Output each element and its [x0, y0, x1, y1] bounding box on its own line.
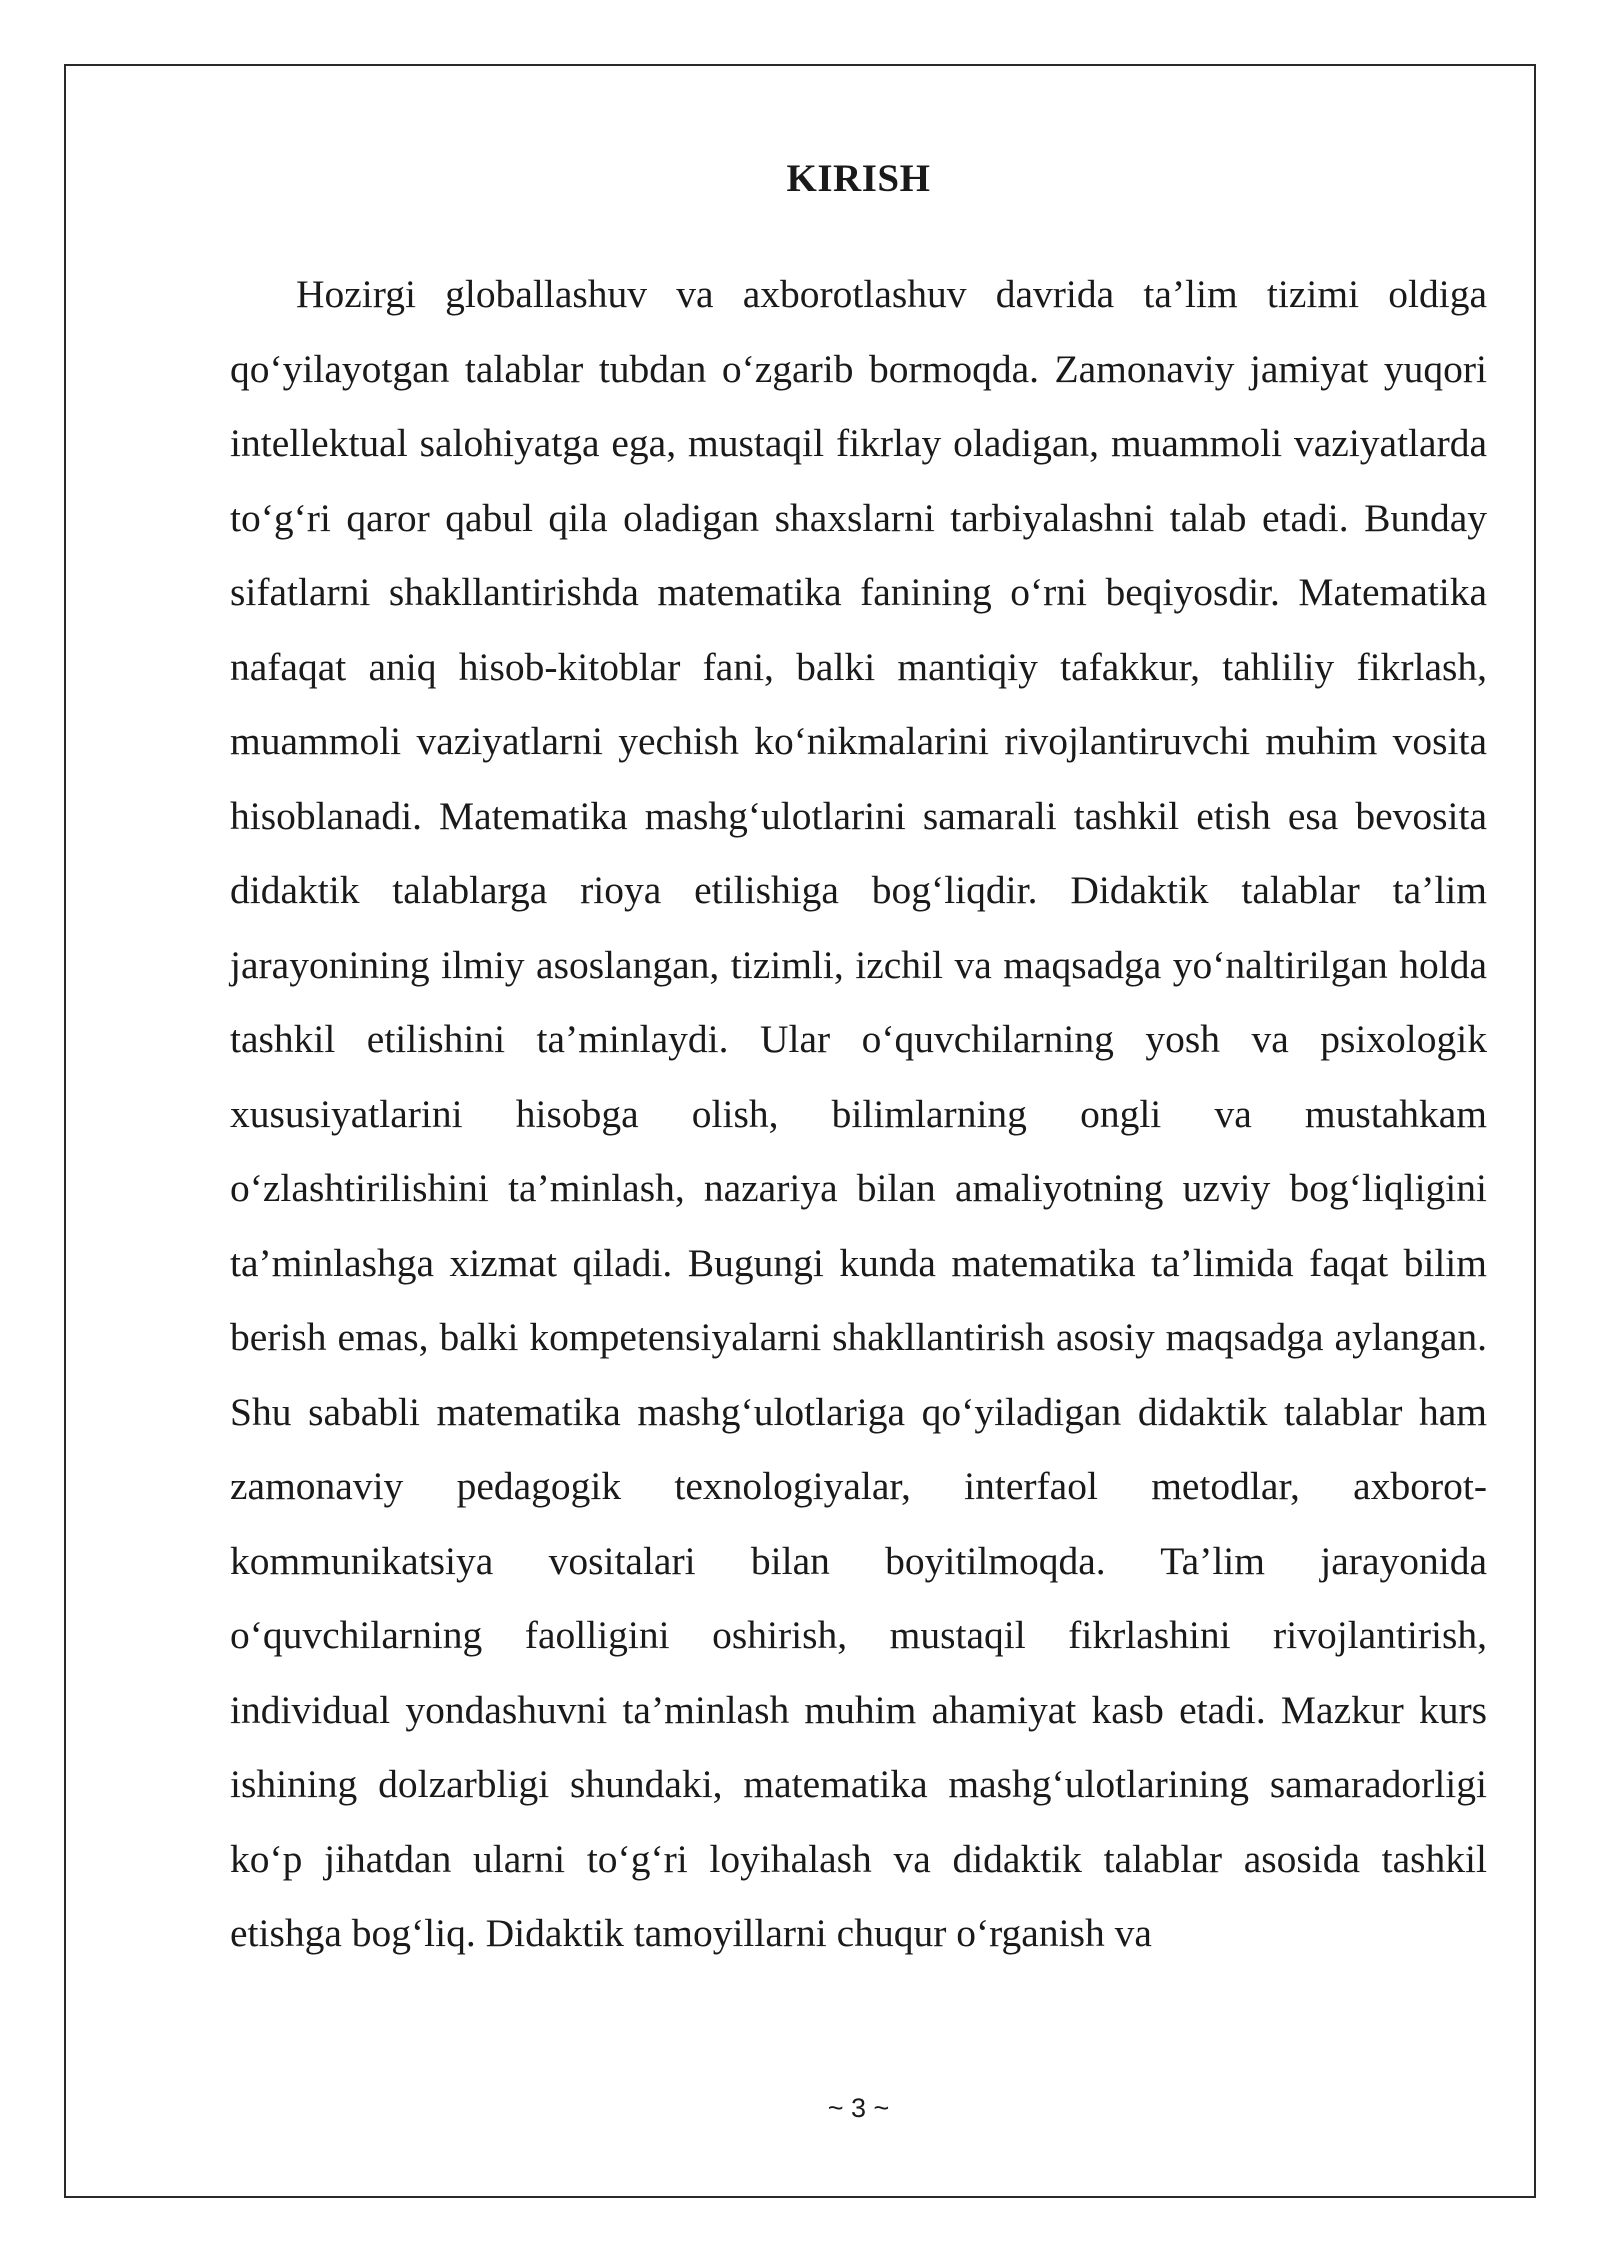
page-title: KIRISH: [786, 157, 931, 200]
page-number: ~ 3 ~: [827, 2093, 890, 2123]
body-paragraph: Hozirgi globallashuv va axborotlashuv davrida ta’lim tizimi oldiga qo‘yilayotgan talablar tubdan o‘zgarib bormoqda. Zamonaviy jamiyat yuqori intellektual salohiyatga ega, mustaqil fikrlay oladigan, muammoli vaziyatlarda to‘g‘ri qaror qabul qila oladigan shaxslarni tarbiyalashni talab etadi. Bunday sifatlarni shakllantirishda matematika fanining o‘rni beqiyosdir. Matematika nafaqat aniq hisob-kitoblar fani, balki mantiqiy tafakkur, tahliliy fikrlash, muammoli vaziyatlarni yechish ko‘nikmalarini rivojlantiruvchi muhim vosita hisoblanadi. Matematika mashg‘ulotlarini samarali tashkil etish esa bevosita didaktik talablarga rioya etilishiga bog‘liqdir. Didaktik talablar ta’lim jarayonining ilmiy asoslangan, tizimli, izchil va maqsadga yo‘naltirilgan holda tashkil etilishini ta’minlaydi. Ular o‘quvchilarning yosh va psixologik xususiyatlarini hisobga olish, bilimlarning ongli va mustahkam o‘zlashtirilishini ta’minlash, nazariya bilan amaliyotning uzviy bog‘liqligini ta’minlashga xizmat qiladi. Bugungi kunda matematika ta’limida faqat bilim berish emas, balki kompetensiyalarni shakllantirish asosiy maqsadga aylangan. Shu sababli matematika mashg‘ulotlariga qo‘yiladigan didaktik talablar ham zamonaviy pedagogik texnologiyalar, interfaol metodlar, axborot-kommunikatsiya vositalari bilan boyitilmoqda. Ta’lim jarayonida o‘quvchilarning faolligini oshirish, mustaqil fikrlashini rivojlantirish, individual yondashuvni ta’minlash muhim ahamiyat kasb etadi. Mazkur kurs ishining dolzarbligi shundaki, matematika mashg‘ulotlarining samaradorligi ko‘p jihatdan ularni to‘g‘ri loyihalash va didaktik talablar asosida tashkil etishga bog‘liq. Didaktik tamoyillarni chuqur o‘rganish va: [230, 272, 1487, 1955]
